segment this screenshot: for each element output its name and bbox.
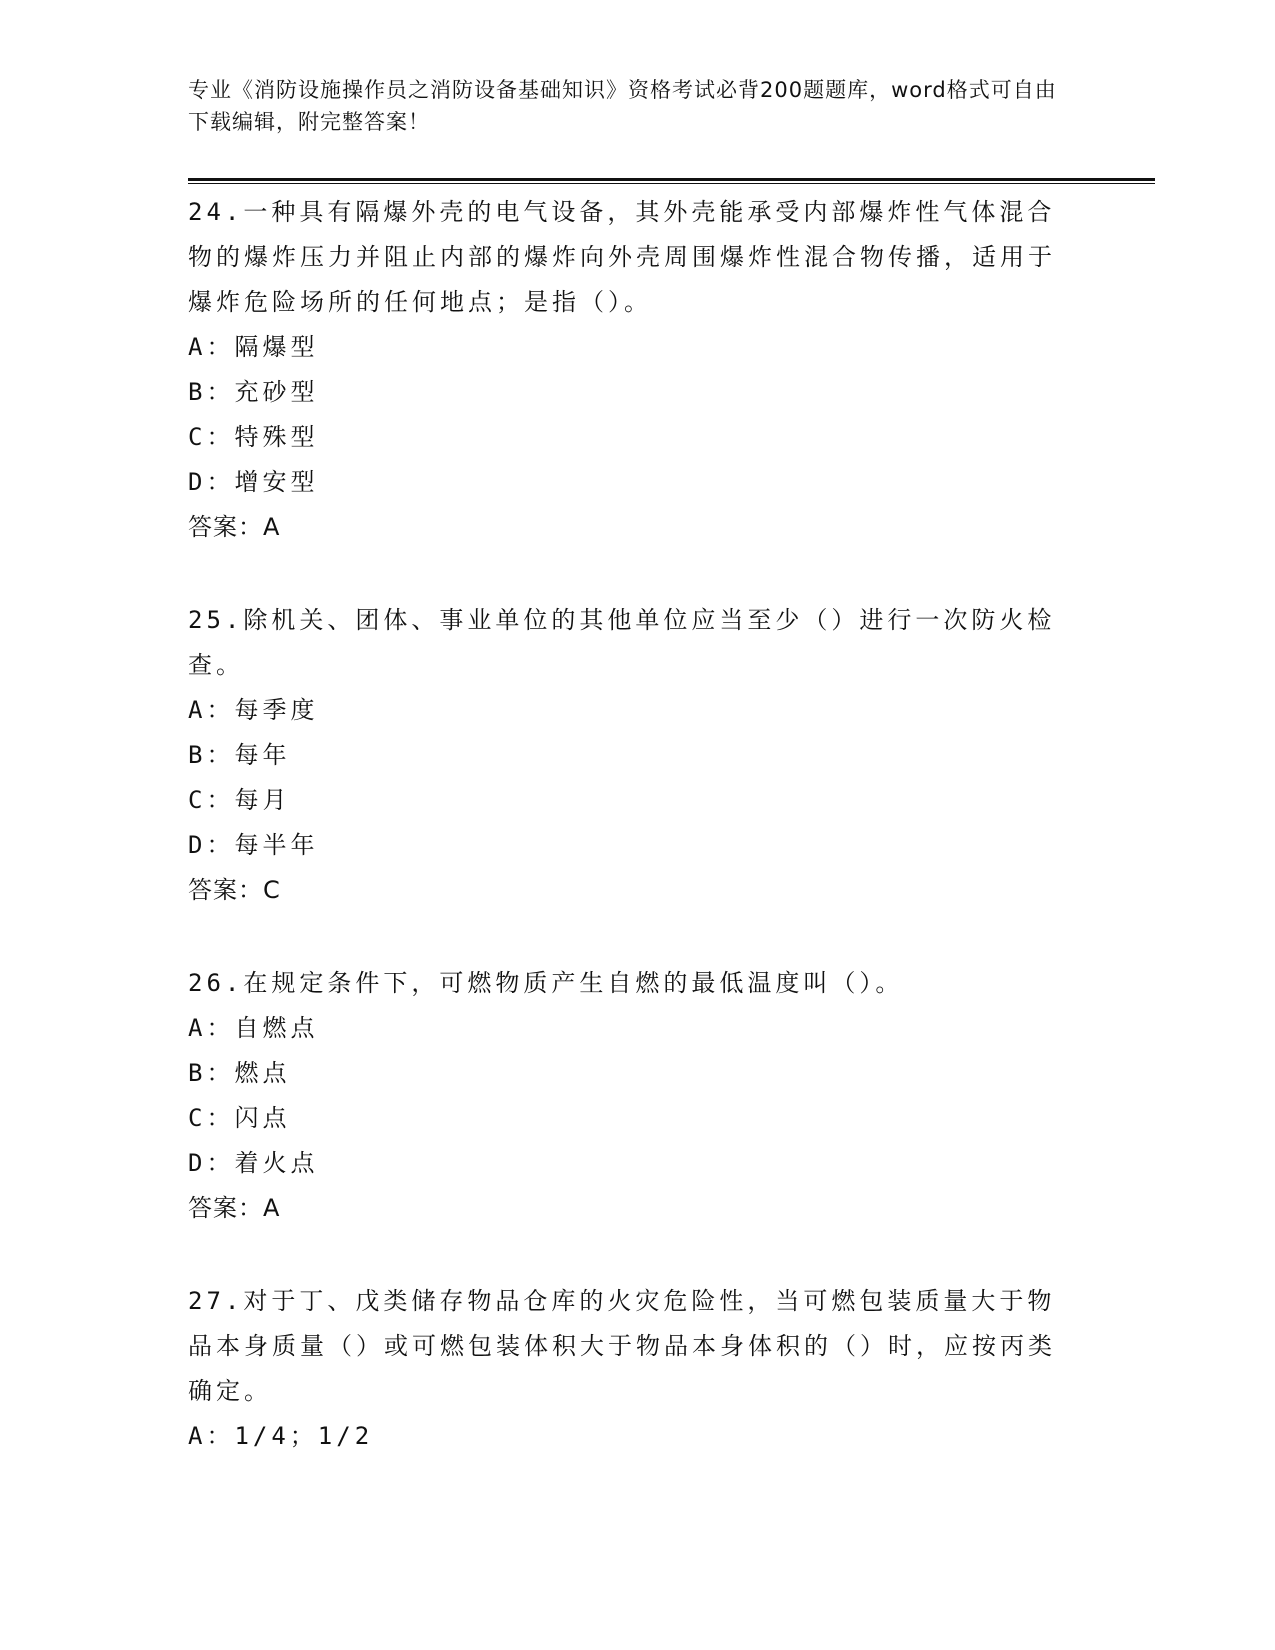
question-stem: 26.在规定条件下，可燃物质产生自燃的最低温度叫（）。 (188, 969, 904, 997)
option-c: C：每月 (188, 786, 291, 814)
option-a: A：隔爆型 (188, 333, 319, 361)
option-d: D：增安型 (188, 468, 319, 496)
question-stem: 25.除机关、团体、事业单位的其他单位应当至少（）进行一次防火检查。 (188, 606, 1056, 679)
question-26 (188, 961, 1088, 1231)
option-d: D：着火点 (188, 1149, 319, 1177)
option-a: A：自燃点 (188, 1014, 319, 1042)
option-c: C：闪点 (188, 1104, 291, 1132)
answer-line: 答案：C (188, 876, 281, 904)
document-intro: 专业《消防设施操作员之消防设备基础知识》资格考试必背200题题库，word格式可自由下载编辑，附完整答案！ (188, 78, 1057, 134)
question-27 (188, 1279, 1088, 1459)
question-list (188, 190, 1088, 1507)
option-c: C：特殊型 (188, 423, 319, 451)
option-b: B：燃点 (188, 1059, 291, 1087)
answer-line: 答案：A (188, 513, 281, 541)
header-divider-thin (188, 183, 1155, 184)
question-stem: 24.一种具有隔爆外壳的电气设备，其外壳能承受内部爆炸性气体混合物的爆炸压力并阻止内部的爆炸向外壳周围爆炸性混合物传播，适用于爆炸危险场所的任何地点；是指（）。 (188, 198, 1056, 316)
option-a: A：每季度 (188, 696, 319, 724)
question-24 (188, 190, 1088, 550)
option-d: D：每半年 (188, 831, 319, 859)
option-b: B：充砂型 (188, 378, 319, 406)
header-divider-thick (188, 178, 1155, 181)
option-b: B：每年 (188, 741, 291, 769)
question-stem: 27.对于丁、戊类储存物品仓库的火灾危险性，当可燃包装质量大于物品本身质量（）或可燃包装体积大于物品本身体积的（）时，应按丙类确定。 (188, 1287, 1056, 1405)
option-a: A：1/4；1/2 (188, 1422, 374, 1450)
question-25 (188, 598, 1088, 913)
answer-line: 答案：A (188, 1194, 281, 1222)
